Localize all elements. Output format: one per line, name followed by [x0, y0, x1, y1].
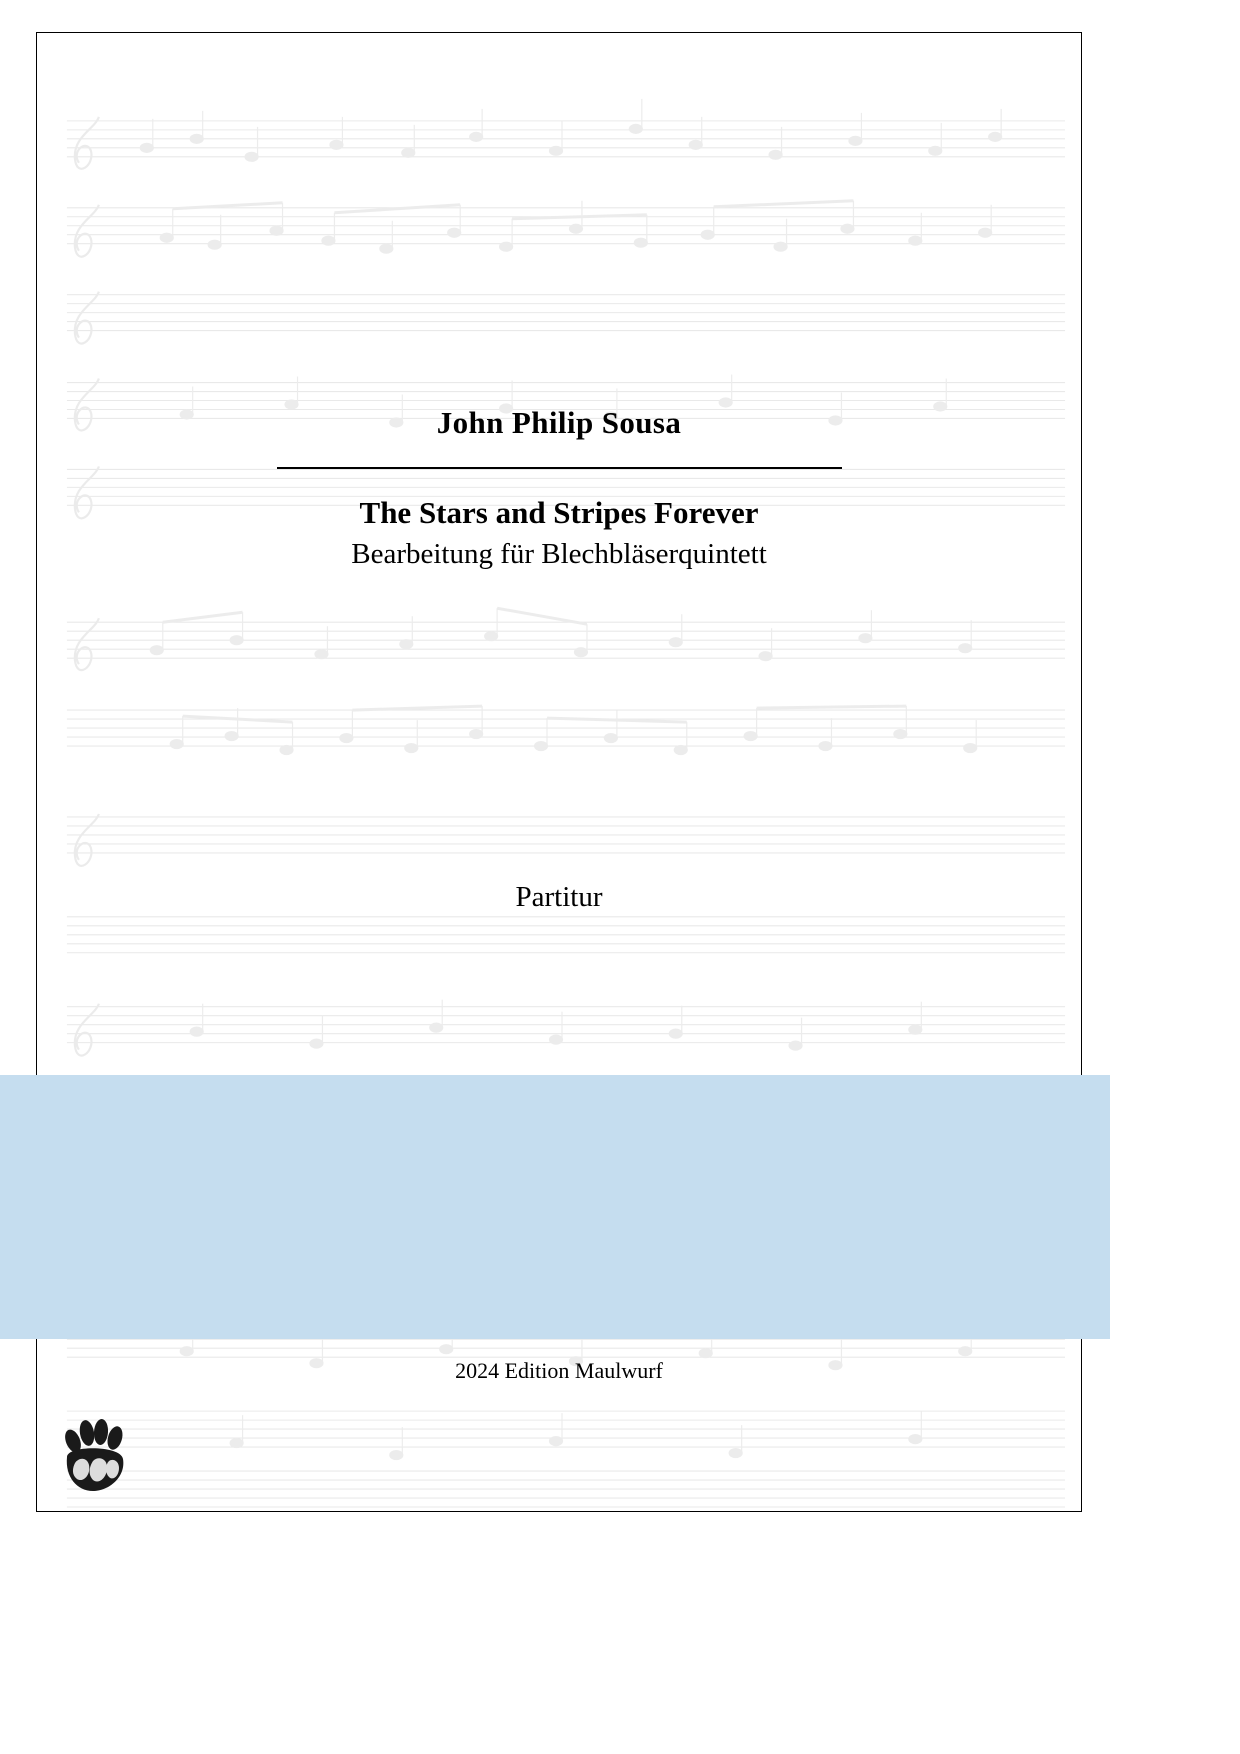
composer-name: John Philip Sousa — [436, 405, 682, 440]
page-title: The Stars and Stripes Forever — [359, 495, 759, 530]
publisher-line: 2024 Edition Maulwurf — [455, 1358, 663, 1383]
mole-paw-logo — [53, 1411, 137, 1497]
score-type-label: Partitur — [515, 881, 603, 913]
title-divider — [277, 467, 842, 469]
selection-highlight[interactable] — [0, 1075, 1110, 1339]
page-subtitle: Bearbeitung für Blechbläserquintett — [351, 538, 767, 570]
